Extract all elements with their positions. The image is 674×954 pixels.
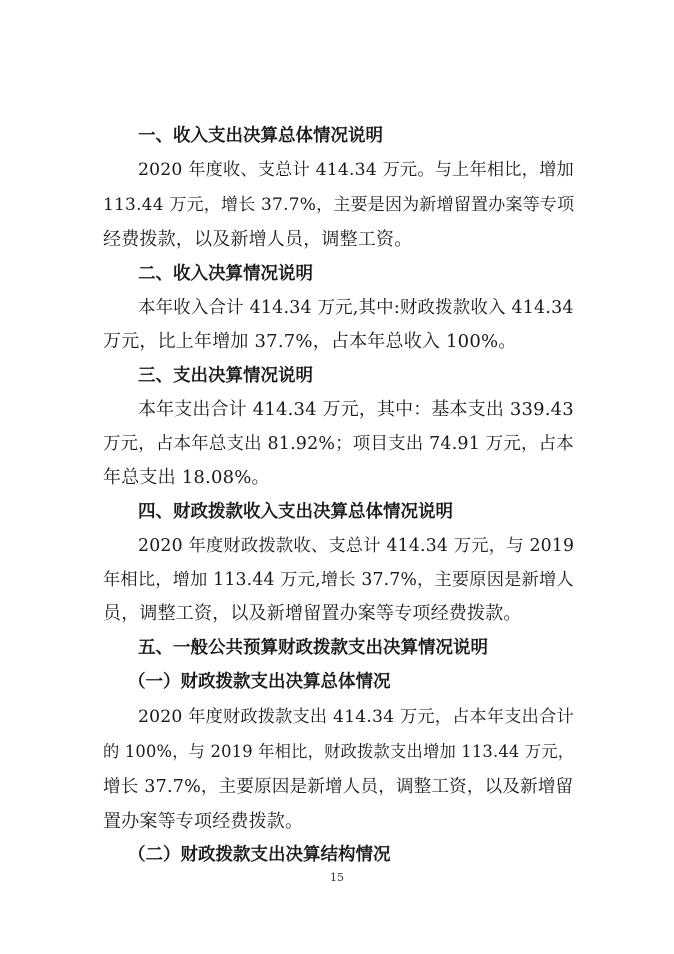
section-heading: 五、一般公共预算财政拨款支出决算情况说明	[138, 638, 488, 658]
subsection-heading: （一）财政拨款支出决算总体情况	[128, 672, 391, 692]
paragraph-line: 2020 年度财政拨款支出 414.34 万元，占本年支出合计	[138, 707, 574, 727]
paragraph-line: 万元，比上年增加 37.7%，占本年总收入 100%。	[103, 331, 517, 352]
section-heading: 二、收入决算情况说明	[138, 264, 313, 284]
paragraph-line: 员，调整工资，以及新增留置办案等专项经费拨款。	[103, 603, 522, 624]
paragraph-line: 2020 年度财政拨款收、支总计 414.34 万元，与 2019	[138, 536, 575, 556]
section-heading: 四、财政拨款收入支出决算总体情况说明	[138, 502, 453, 522]
paragraph-line: 本年收入合计 414.34 万元,其中:财政拨款收入 414.34	[138, 298, 574, 318]
paragraph-line: 万元，占本年总支出 81.92%；项目支出 74.91 万元，占本	[103, 434, 574, 454]
section-heading: 三、支出决算情况说明	[138, 366, 313, 386]
subsection-heading: （二）财政拨款支出决算结构情况	[128, 845, 391, 865]
paragraph-line: 增长 37.7%，主要原因是新增人员，调整工资，以及新增留	[103, 777, 574, 797]
page-number: 15	[330, 871, 344, 884]
paragraph-line: 置办案等专项经费拨款。	[103, 811, 304, 832]
section-heading: 一、收入支出决算总体情况说明	[138, 126, 383, 146]
paragraph-line: 2020 年度收、支总计 414.34 万元。与上年相比，增加	[138, 160, 574, 180]
paragraph-line: 年相比，增加 113.44 万元,增长 37.7%，主要原因是新增人	[103, 570, 574, 590]
paragraph-line: 经费拨款，以及新增人员，调整工资。	[103, 229, 413, 250]
paragraph-line: 的 100%，与 2019 年相比，财政拨款支出增加 113.44 万元，	[103, 742, 575, 761]
paragraph-line: 113.44 万元，增长 37.7%，主要是因为新增留置办案等专项	[103, 195, 575, 215]
paragraph-line: 年总支出 18.08%。	[103, 467, 270, 488]
paragraph-line: 本年支出合计 414.34 万元，其中：基本支出 339.43	[138, 399, 574, 420]
